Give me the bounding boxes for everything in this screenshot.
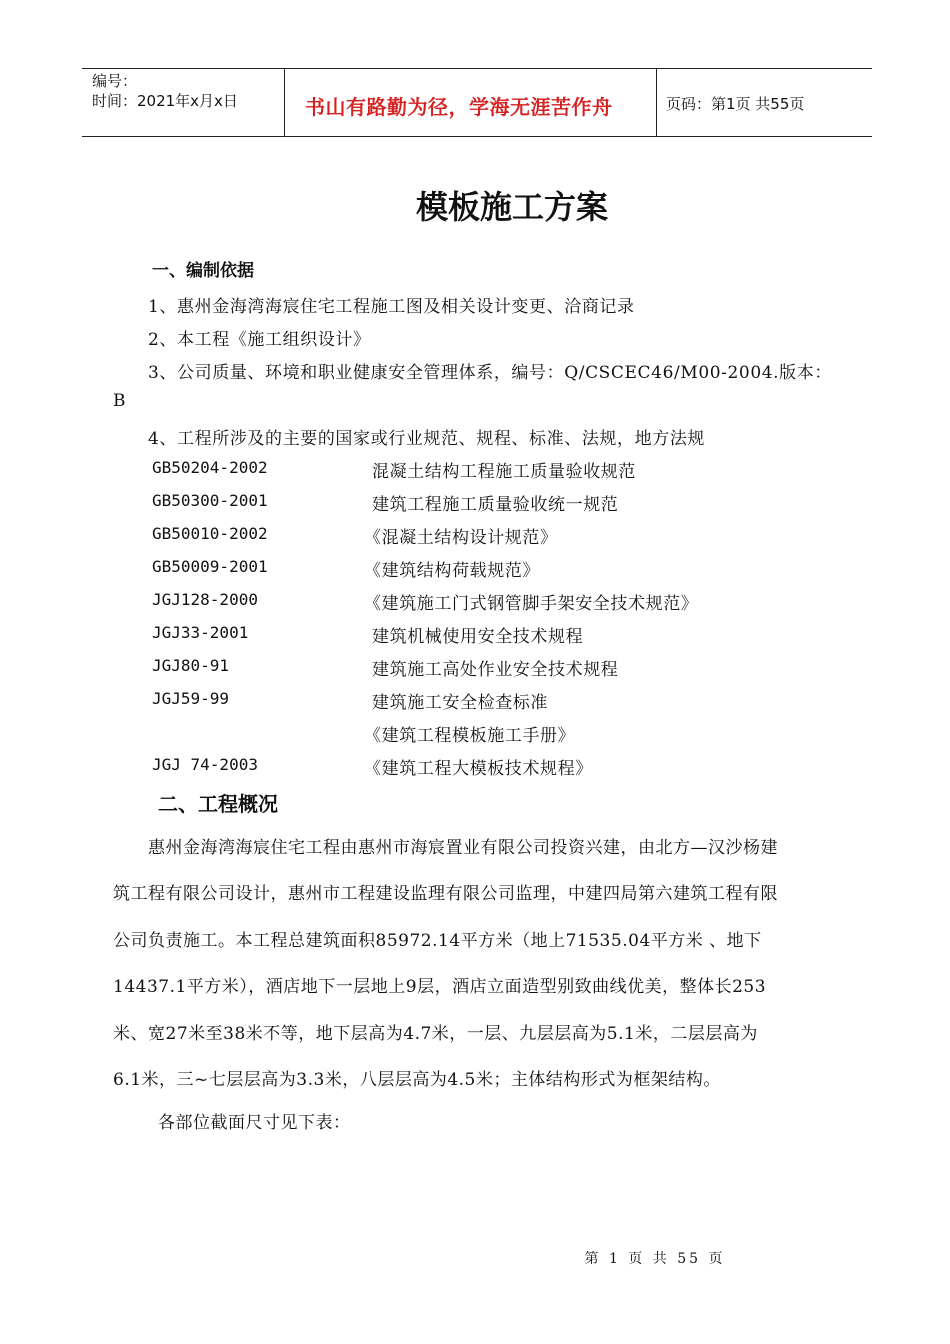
standard-name: 《建筑结构荷载规范》 (364, 561, 540, 581)
standard-name: 建筑施工高处作业安全技术规程 (372, 660, 619, 680)
standard-code: JGJ33-2001 (152, 623, 249, 642)
standard-code: JGJ 74-2003 (152, 755, 258, 774)
standard-code: JGJ128-2000 (152, 590, 258, 609)
overview-line: 惠州金海湾海宸住宅工程由惠州市海宸置业有限公司投资兴建，由北方—汉沙杨建 (148, 838, 778, 858)
section-1-heading: 一、编制依据 (152, 261, 254, 281)
basis-item-2: 2、本工程《施工组织设计》 (148, 330, 371, 350)
standard-name: 建筑施工安全检查标准 (372, 693, 548, 713)
header-motto: 书山有路勤为径，学海无涯苦作舟 (305, 95, 613, 119)
basis-item-1: 1、惠州金海湾海宸住宅工程施工图及相关设计变更、洽商记录 (148, 297, 635, 317)
basis-item-3: 3、公司质量、环境和职业健康安全管理体系，编号：Q/CSCEC46/M00-2004.版本： (148, 363, 832, 383)
standard-code: JGJ80-91 (152, 656, 230, 675)
standard-name: 《建筑工程大模板技术规程》 (364, 759, 593, 779)
header-number-label: 编号： (92, 72, 138, 90)
section-2-heading: 二、工程概况 (158, 792, 278, 816)
basis-item-3-continued: B (113, 391, 127, 411)
standard-name: 建筑机械使用安全技术规程 (372, 627, 584, 647)
standard-code: JGJ59-99 (152, 689, 230, 708)
header-divider-right (656, 68, 657, 136)
header-date-label: 时间：2021年x月x日 (92, 92, 238, 110)
standard-name: 混凝土结构工程施工质量验收规范 (372, 462, 636, 482)
overview-line: 筑工程有限公司设计，惠州市工程建设监理有限公司监理，中建四局第六建筑工程有限 (113, 884, 778, 904)
standard-name: 《建筑施工门式钢管脚手架安全技术规范》 (364, 594, 699, 614)
header-top-border (82, 68, 872, 69)
overview-line: 米、宽27米至38米不等，地下层高为4.7米，一层、九层层高为5.1米，二层层高为 (113, 1024, 758, 1044)
page-footer: 第 1 页 共 55 页 (584, 1251, 726, 1267)
standard-code: GB50204-2002 (152, 458, 268, 477)
standard-code: GB50300-2001 (152, 491, 268, 510)
overview-line: 6.1米，三~七层层高为3.3米，八层层高为4.5米；主体结构形式为框架结构。 (113, 1070, 721, 1090)
standard-name: 《混凝土结构设计规范》 (364, 528, 558, 548)
standard-code: GB50009-2001 (152, 557, 268, 576)
overview-line: 公司负责施工。本工程总建筑面积85972.14平方米（地上71535.04平方米 、地下 (113, 931, 762, 951)
standard-code: GB50010-2002 (152, 524, 268, 543)
overview-line: 14437.1平方米），酒店地下一层地上9层，酒店立面造型别致曲线优美，整体长253 (113, 977, 767, 997)
header-page-label: 页码：第1页 共55页 (666, 95, 805, 113)
standard-name: 建筑工程施工质量验收统一规范 (372, 495, 619, 515)
document-title: 模板施工方案 (415, 188, 608, 226)
standard-name: 《建筑工程模板施工手册》 (364, 726, 576, 746)
basis-item-4: 4、工程所涉及的主要的国家或行业规范、规程、标准、法规，地方法规 (148, 429, 706, 449)
header-bottom-border (82, 136, 872, 137)
header-divider-left (284, 68, 285, 136)
table-intro-note: 各部位截面尺寸见下表： (158, 1113, 351, 1133)
